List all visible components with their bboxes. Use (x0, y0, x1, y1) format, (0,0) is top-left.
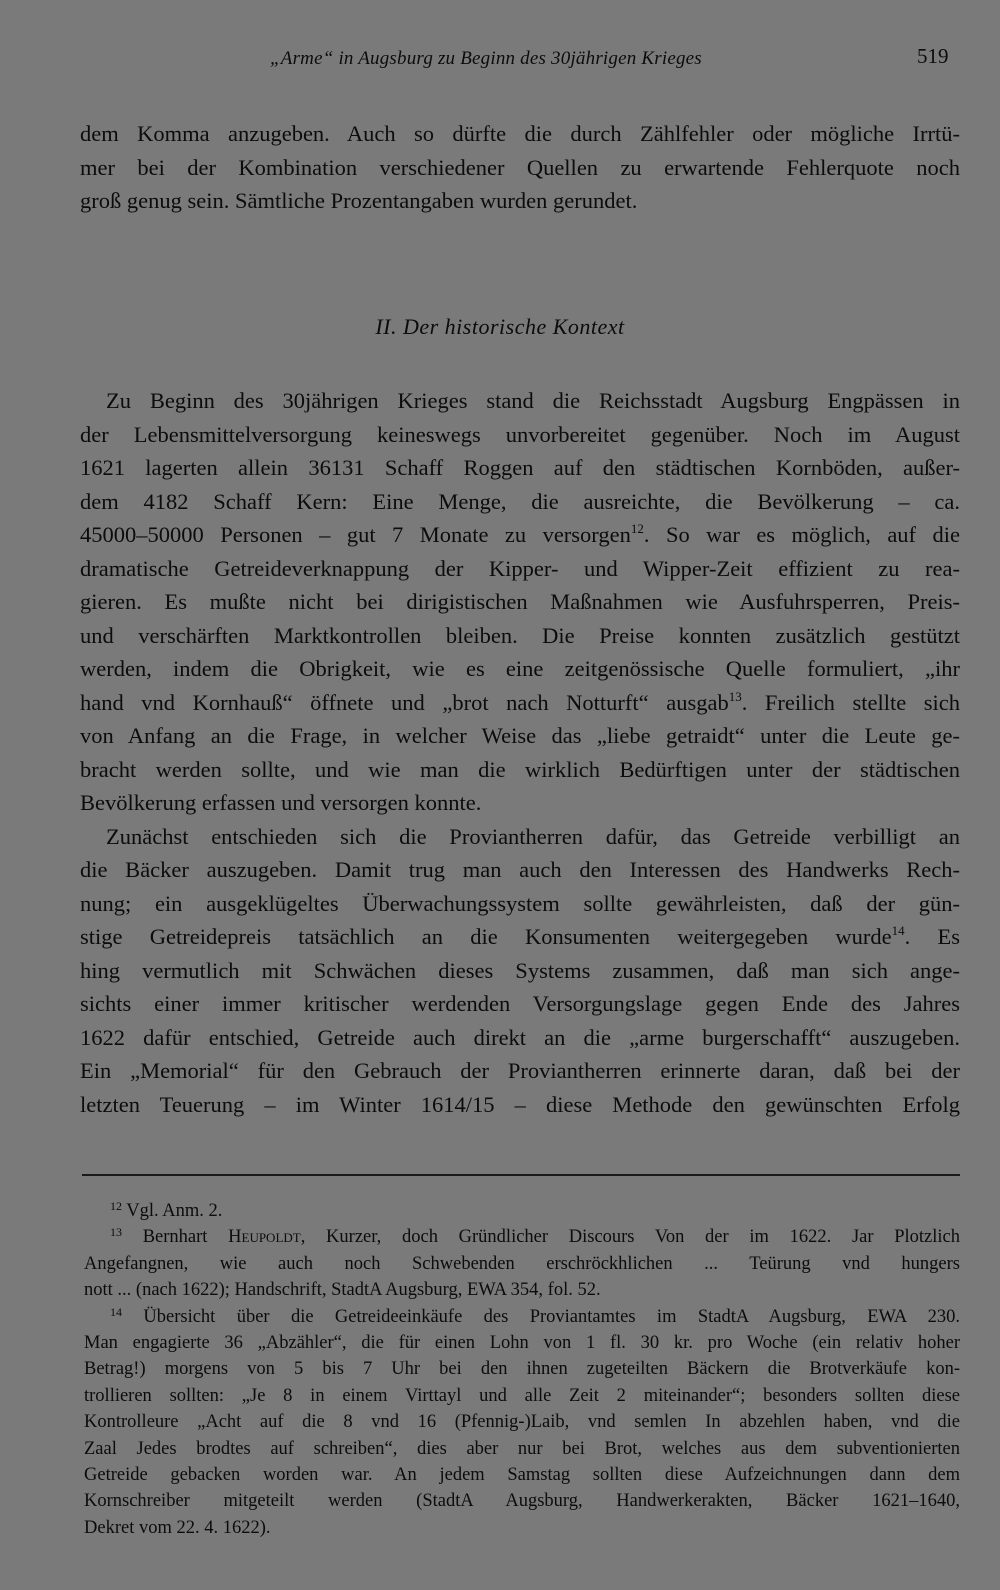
text-line: Zaal Jedes brodtes auf schreiben“, dies aber nur bei Brot, welches aus dem subventionierten (84, 1438, 960, 1459)
running-title: „Arme“ in Augsburg zu Beginn des 30jährigen Krieges (270, 48, 702, 69)
text-line: Getreide gebacken worden war. An jedem Samstag sollten diese Aufzeichnungen dann dem (84, 1465, 960, 1486)
text-line: nung; ein ausgeklügeltes Überwachungssystem sollte gewährleisten, daß der gün- (80, 890, 960, 916)
text-line (80, 686, 960, 720)
text-line: der Lebensmittelversorgung keineswegs unvorbereitet gegenüber. Noch im August (80, 421, 960, 447)
text-line: Betrag!) morgens von 5 bis 7 Uhr bei den ihnen zugeteilten Bäckern die Brotverkäufe kon- (84, 1359, 960, 1380)
text-line: werden, indem die Obrigkeit, wie es eine zeitgenössische Quelle formuliert, „ihr (80, 656, 960, 681)
text-line: Dekret vom 22. 4. 1622). (84, 1517, 271, 1538)
footnote-ref-14[interactable]: 14 (891, 923, 905, 938)
text-line: gieren. Es mußte nicht bei dirigistischen Maßnahmen wie Ausfuhrsperren, Preis- (80, 589, 960, 614)
text-segment: . So war es möglich, auf die (643, 522, 960, 547)
text-line: dem Komma anzugeben. Auch so dürfte die durch Zählfehler oder mögliche Irrtü- (80, 121, 960, 146)
text-line: Ein „Memorial“ für den Gebrauch der Proviantherren erinnerte daran, daß bei der (80, 1058, 960, 1083)
text-line: Kontrolleure „Acht auf die 8 vnd 16 (Pfennig-)Laib, vnd semlen In abzehlen haben, vnd die (84, 1412, 960, 1433)
footnote-text: , Kurzer, doch Gründlicher Discours Von der im 1622. Jar Plotzlich (300, 1227, 960, 1248)
text-line: Zunächst entschieden sich die Proviantherren dafür, das Getreide verbilligt an (106, 823, 960, 849)
text-line: bracht werden sollte, und wie man die wirklich Bedürftigen unter der städtischen (80, 756, 960, 782)
section-body (80, 384, 960, 1121)
text-line: von Anfang an die Frage, in welcher Weise das „liebe getraidt“ unter die Leute ge- (80, 723, 960, 748)
text-line: trollieren sollten: „Je 8 in einem Virttayl und alle Zeit 2 miteinander“; besonders sollten diese (84, 1385, 960, 1406)
text-line: Bevölkerung erfassen und versorgen konnte. (80, 790, 482, 815)
text-line: die Bäcker auszugeben. Damit trug man auch den Interessen des Handwerks Rech- (80, 857, 960, 882)
text-segment: . Es (904, 924, 960, 949)
page-number: 519 (917, 44, 949, 68)
author-last-name: Heupoldt (228, 1227, 301, 1248)
footnote-ref-13[interactable]: 13 (728, 688, 742, 704)
footnote-12 (84, 1198, 960, 1224)
text-segment: hand vnd Kornhauß“ öffnete und „brot nach Notturft“ ausgab (80, 689, 729, 715)
footnote-number: 13 (110, 1225, 122, 1240)
intro-paragraph (80, 117, 960, 218)
text-line (84, 1198, 960, 1224)
text-line: groß genug sein. Sämtliche Prozentangaben wurden gerundet. (80, 188, 638, 213)
author-first-name: Bernhart (142, 1227, 208, 1248)
text-line: Kornschreiber mitgeteilt werden (StadtA Augsburg, Handwerkerakten, Bäcker 1621–1640, (84, 1491, 960, 1512)
text-line: Man engagierte 36 „Abzähler“, die für einen Lohn von 1 fl. 30 kr. pro Woche (ein relativ hoher (84, 1333, 960, 1354)
text-line: Angefangnen, wie auch noch Schwebenden erschröckhlichen ... Teürung vnd hungers (84, 1253, 960, 1274)
paragraph (80, 820, 960, 1122)
text-line (84, 1224, 960, 1250)
text-line (84, 1304, 960, 1330)
footnote-number: 12 (110, 1199, 122, 1213)
text-line: und verschärften Marktkontrollen bleiben. Die Preise konnten zusätzlich gestützt (80, 622, 960, 648)
text-segment: 45000–50000 Personen – gut 7 Monate zu versorgen (80, 522, 631, 547)
text-segment: stige Getreidepreis tatsächlich an die Konsumenten weitergegeben wurde (80, 924, 892, 949)
text-line: mer bei der Kombination verschiedener Quellen zu erwartende Fehlerquote noch (80, 154, 960, 180)
footnote-14 (84, 1304, 960, 1542)
text-line: sichts einer immer kritischer werdenden Versorgungslage gegen Ende des Jahres (80, 991, 960, 1016)
footnote-text: Vgl. Anm. 2. (126, 1201, 223, 1221)
text-line: nott ... (nach 1622); Handschrift, StadtA Augsburg, EWA 354, fol. 52. (84, 1280, 601, 1301)
paragraph (80, 384, 960, 820)
footnotes (84, 1198, 960, 1541)
footnote-text: Übersicht über die Getreideeinkäufe des Proviantamtes im StadtA Augsburg, EWA 230. (143, 1306, 960, 1327)
text-line: 1622 dafür entschied, Getreide auch direkt an die „arme burgerschafft“ auszugeben. (80, 1024, 960, 1050)
footnote-13 (84, 1224, 960, 1303)
text-line: 1621 lagerten allein 36131 Schaff Roggen auf den städtischen Kornböden, außer- (80, 455, 960, 480)
text-line (80, 920, 960, 954)
footnote-number: 14 (110, 1304, 122, 1319)
text-line: hing vermutlich mit Schwächen dieses Systems zusammen, daß man sich ange- (80, 957, 960, 983)
text-line: dem 4182 Schaff Kern: Eine Menge, die ausreichte, die Bevölkerung – ca. (80, 488, 960, 514)
footnote-ref-12[interactable]: 12 (630, 521, 644, 536)
text-line: dramatische Getreideverknappung der Kipper- und Wipper-Zeit effizient zu rea- (80, 555, 960, 581)
footnote-divider (82, 1174, 960, 1176)
text-line: Zu Beginn des 30jährigen Krieges stand die Reichsstadt Augsburg Engpässen in (106, 388, 960, 413)
text-segment: . Freilich stellte sich (741, 689, 960, 715)
text-line: letzten Teuerung – im Winter 1614/15 – diese Methode den gewünschten Erfolg (80, 1091, 960, 1117)
text-line (80, 518, 960, 552)
section-heading: II. Der historische Kontext (375, 314, 625, 339)
